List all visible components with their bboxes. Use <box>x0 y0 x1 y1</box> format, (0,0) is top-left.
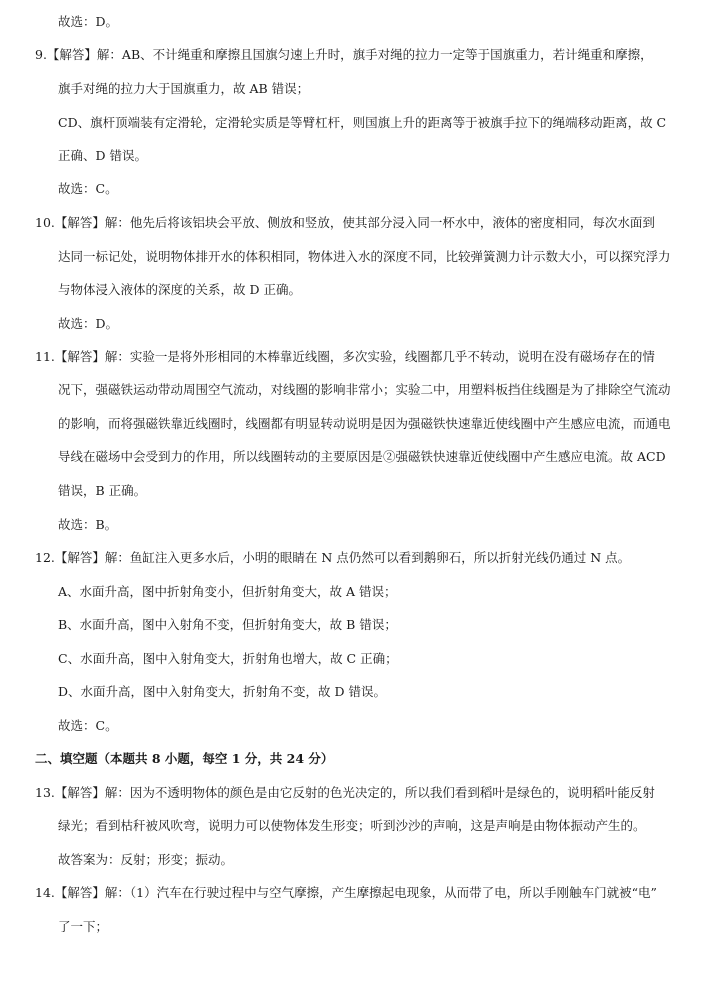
text-line: 的影响，而将强磁铁靠近线圈时，线圈都有明显转动说明是因为强磁铁快速靠近使线圈中产生感应电流，而通电 <box>58 416 671 431</box>
text-line: 9.【解答】解：AB、不计绳重和摩擦且国旗匀速上升时，旗手对绳的拉力一定等于国旗重力，若计绳重和摩擦， <box>35 47 653 62</box>
text-line: 故选：C。 <box>58 181 118 196</box>
text-line: 12.【解答】解：鱼缸注入更多水后，小明的眼睛在 N 点仍然可以看到鹅卵石，所以折射光线仍通过 N 点。 <box>35 550 631 565</box>
text-line: 10.【解答】解：他先后将该铝块会平放、侧放和竖放，使其部分浸入同一杯水中，液体的密度相同，每次水面到 <box>35 215 655 230</box>
text-line: 了一下； <box>58 919 109 934</box>
text-line: 导线在磁场中会受到力的作用，所以线圈转动的主要原因是②强磁铁快速靠近使线圈中产生感应电流。故 ACD <box>58 449 666 464</box>
text-line: 故选：C。 <box>58 718 118 733</box>
text-line: 故选：D。 <box>58 316 119 331</box>
text-line: CD、旗杆顶端装有定滑轮，定滑轮实质是等臂杠杆，则国旗上升的距离等于被旗手拉下的绳端移动距离，故 C <box>58 115 667 130</box>
text-line: 与物体浸入液体的深度的关系，故 D 正确。 <box>58 282 301 297</box>
text-line: B、水面升高，图中入射角不变，但折射角变大，故 B 错误； <box>58 617 397 632</box>
text-line: 达同一标记处，说明物体排开水的体积相同，物体进入水的深度不同，比较弹簧测力计示数大小，可以探究浮力 <box>58 249 671 264</box>
text-line: C、水面升高，图中入射角变大，折射角也增大，故 C 正确； <box>58 651 398 666</box>
text-line: 错误，B 正确。 <box>58 483 147 498</box>
text-line: 11.【解答】解：实验一是将外形相同的木棒靠近线圈，多次实验，线圈都几乎不转动，说明在没有磁场存在的情 <box>35 349 655 364</box>
text-line: 正确、D 错误。 <box>58 148 147 163</box>
text-line: 故选：D。 <box>58 14 119 29</box>
text-line: 14.【解答】解：（1）汽车在行驶过程中与空气摩擦，产生摩擦起电现象，从而带了电，所以手刚触车门就被“电” <box>35 885 657 900</box>
section-heading: 二、填空题（本题共 8 小题，每空 1 分，共 24 分） <box>35 751 334 766</box>
text-line: 13.【解答】解：因为不透明物体的颜色是由它反射的色光决定的，所以我们看到稻叶是绿色的，说明稻叶能反射 <box>35 785 655 800</box>
text-line: 况下，强磁铁运动带动周围空气流动，对线圈的影响非常小；实验二中，用塑料板挡住线圈是为了排除空气流动 <box>58 382 671 397</box>
text-line: 故选：B。 <box>58 517 118 532</box>
text-line: D、水面升高，图中入射角变大，折射角不变，故 D 错误。 <box>58 684 386 699</box>
text-line: A、水面升高，图中折射角变小，但折射角变大，故 A 错误； <box>58 584 397 599</box>
text-line: 故答案为：反射；形变；振动。 <box>58 852 234 867</box>
text-line: 绿光；看到枯秆被风吹弯，说明力可以使物体发生形变；听到沙沙的声响，这是声响是由物体振动产生的。 <box>58 818 646 833</box>
text-line: 旗手对绳的拉力大于国旗重力，故 AB 错误； <box>58 81 310 96</box>
